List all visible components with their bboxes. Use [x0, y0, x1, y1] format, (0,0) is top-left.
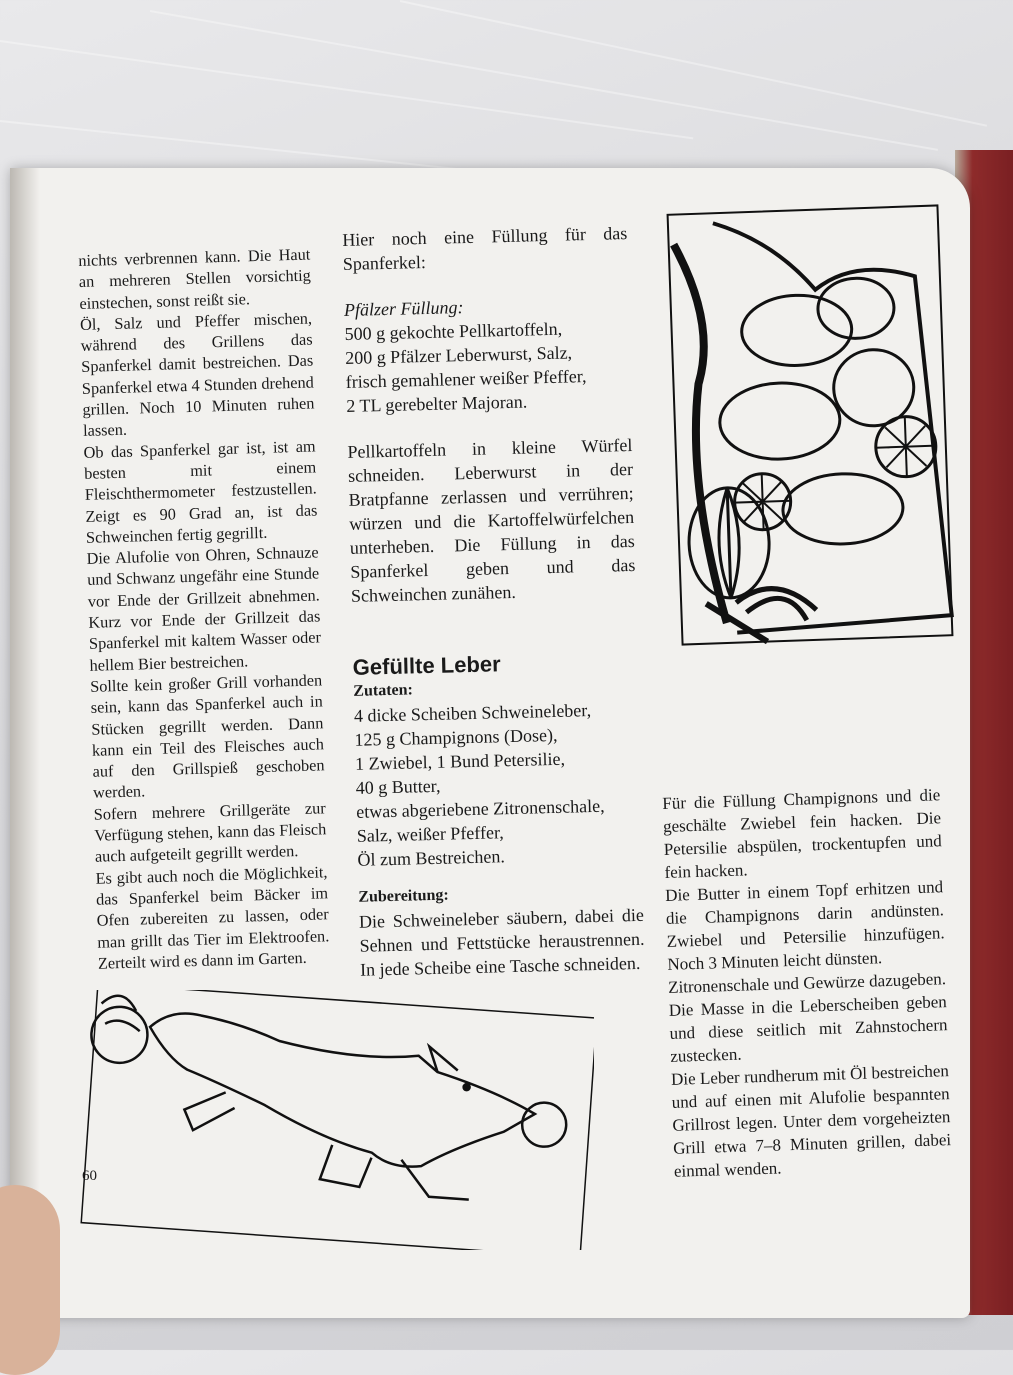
ingredient-line: Öl zum Bestreichen. [357, 846, 506, 870]
paragraph: Die Alufolie von Ohren, Schnauze und Schwanz ungefähr eine Stunde vor Ende der Grillzeit abnehmen. Kurz vor Ende der Grillzeit das Spanferkel mit kaltem Wasser oder hellem Bier bestreichen. [86, 542, 322, 675]
paragraph: Die Butter in einem Topf erhitzen und die Champignons darin andünsten. Zwiebel und Petersilie hinzufügen. Noch 3 Minuten leicht dünsten. [664, 877, 945, 974]
filling-line: 200 g Pfälzer Leberwurst, Salz, [344, 342, 573, 368]
filling-title: Pfälzer Füllung: [343, 297, 464, 320]
paragraph: Die Leber rundherum mit Öl bestreichen und auf einen mit Alufolie bespannten Grillrost legen. Unter dem vorgeheizten Grill etwa 7–8 Minuten grillen, dabei einmal wenden. [670, 1061, 952, 1181]
text-column-left [78, 244, 330, 974]
paragraph: Sofern mehrere Grillgeräte zur Verfügung stehen, kann das Fleisch auch aufgeteilt gegrillt werden. [93, 798, 327, 867]
filling-intro: Hier noch eine Füllung für das Spanferkel: [342, 223, 628, 274]
potato-platter-illustration [660, 200, 960, 650]
text-column-middle [342, 221, 645, 982]
paragraph: nichts verbrennen kann. Die Haut an mehreren Stellen vorsichtig einstechen, sonst reißt sie. [78, 244, 312, 313]
filling-line: frisch gemahlener weißer Pfeffer, [345, 366, 587, 392]
paragraph: Öl, Salz und Pfeffer mischen, während des Grillens das Spanferkel damit bestreichen. Das Spanferkel etwa 4 Stunden drehend grillen. Noch 10 Minuten ruhen lassen. [79, 308, 315, 441]
finger [0, 1185, 60, 1375]
recipe-title: Gefüllte Leber [352, 651, 501, 680]
ingredient-line: etwas abgeriebene Zitronenschale, [356, 795, 605, 822]
filling-line: 2 TL gerebelter Majoran. [346, 391, 528, 416]
ingredient-line: 125 g Champignons (Dose), [354, 724, 558, 750]
ingredient-line: Salz, weißer Pfeffer, [356, 822, 504, 846]
filling-line: 500 g gekochte Pellkartoffeln, [344, 318, 563, 344]
paragraph: Für die Füllung Champignons und die geschälte Zwiebel fein hacken. Die Petersilie abspülen, trockentupfen und fein hacken. [662, 785, 942, 882]
paragraph: Zitronenschale und Gewürze dazugeben. Die Masse in die Leberscheiben geben und diese seitlich mit Zahnstochern zustecken. [667, 969, 948, 1066]
paragraph: Ob das Spanferkel gar ist, ist am besten mit einem Fleischthermometer festzustellen. Zeigt es 90 Grad an, ist das Schweinchen fertig gegrillt. [83, 436, 318, 547]
text-column-right [662, 783, 952, 1183]
paragraph: Es gibt auch noch die Möglichkeit, das Spanferkel beim Bäcker im Ofen zubereiten zu lassen, oder man grillt das Tier im Elektroofen. Zerteilt wird es dann im Garten. [95, 861, 330, 973]
ingredient-line: 1 Zwiebel, 1 Bund Petersilie, [354, 748, 566, 774]
ingredients-label: Zutaten: [353, 681, 414, 700]
page-number: 60 [82, 1168, 97, 1184]
paragraph: Sollte kein großer Grill vorhanden sein, kann das Spanferkel auch in Stücken gegrillt werden. Dann kann ein Teil des Fleisches auch auf den Grillspieß geschoben werden. [89, 670, 325, 803]
ingredient-line: 4 dicke Scheiben Schweineleber, [353, 700, 592, 726]
ingredient-line: 40 g Butter, [355, 775, 441, 798]
preparation-label: Zubereitung: [358, 886, 449, 906]
page-gutter [10, 168, 40, 1318]
piglet-illustration [74, 990, 594, 1250]
preparation-text: Die Schweineleber säubern, dabei die Sehnen und Fettstücke heraustrennen. In jede Scheibe eine Tasche schneiden. [358, 904, 645, 980]
filling-method: Pellkartoffeln in kleine Würfel schneiden. Leberwurst in der Bratpfanne zerlassen und verrühren; würzen und die Kartoffelwürfelchen unterheben. Die Füllung in das Spanferkel geben und das Schweinchen zunähen. [347, 434, 636, 606]
